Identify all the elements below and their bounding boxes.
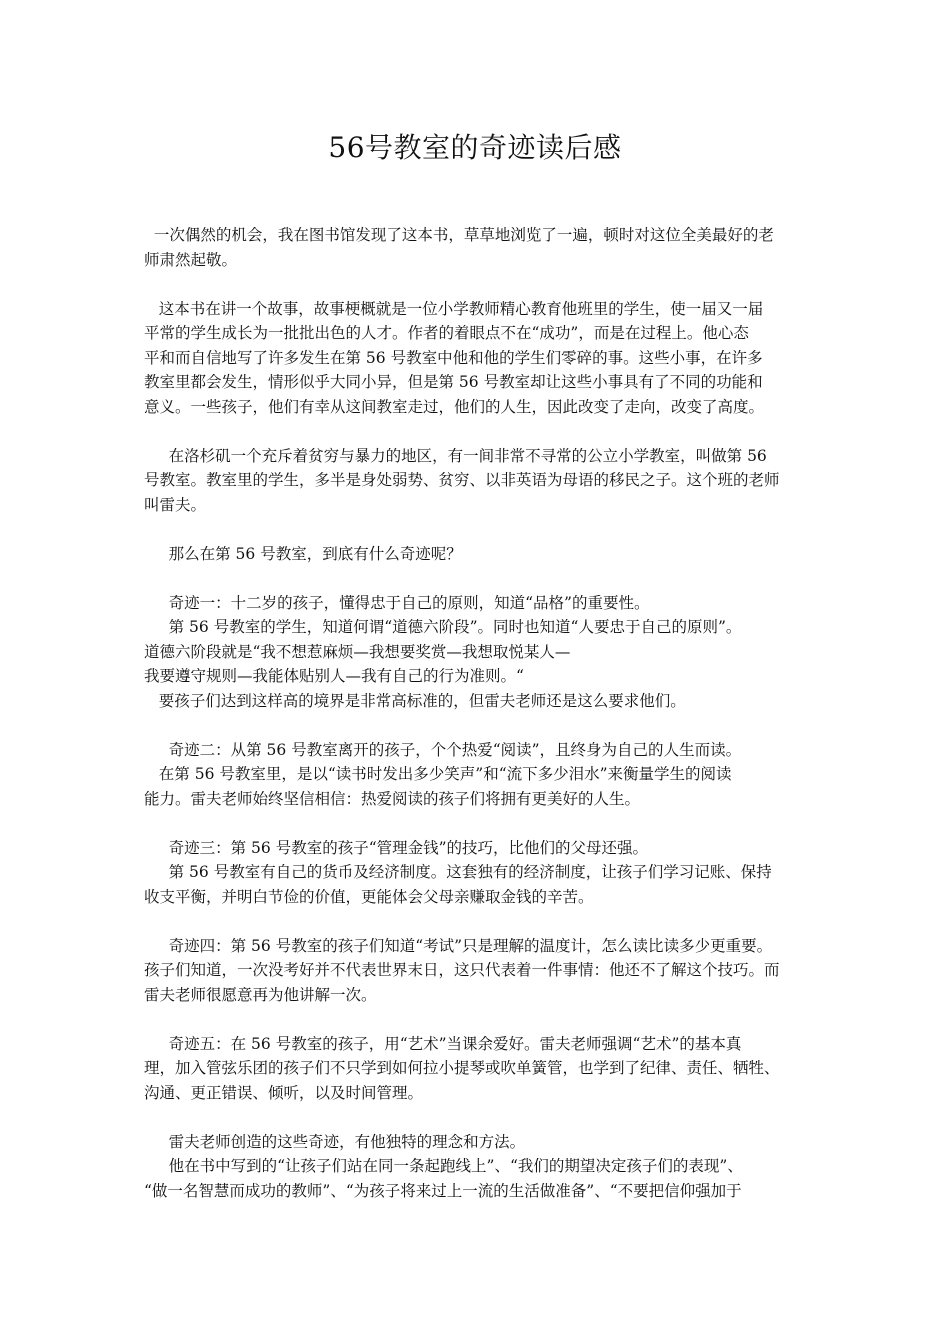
text-line: 意义。一些孩子，他们有幸从这间教室走过，他们的人生，因此改变了走向，改变了高度。 [144,397,765,416]
paragraph [144,1130,812,1204]
text-line: 第 56 号教室的学生，知道何谓“道德六阶段”。同时也知道“人要忠于自己的原则”。 [144,618,742,636]
text-line: “做一名智慧而成功的教师”、“为孩子将来过上一流的生活做准备”、“不要把信仰强加于 [144,1181,742,1200]
text-line: 第 56 号教室有自己的货币及经济制度。这套独有的经济制度，让孩子们学习记账、保持 [144,863,772,881]
text-line: 雷夫老师创造的这些奇迹，有他独特的理念和方法。 [144,1132,526,1151]
text-line: 教室里都会发生，情形似乎大同小异，但是第 56 号教室却让这些小事具有了不同的功能和 [144,373,763,391]
text-line: 他在书中写到的“让孩子们站在同一条起跑线上”、“我们的期望决定孩子们的表现”、 [144,1157,743,1175]
text-line: 孩子们知道，一次没考好并不代表世界末日，这只代表着一件事情：他还不了解这个技巧。而 [144,961,780,979]
text-line: 我要遵守规则—我能体贴别人—我有自己的行为准则。“ [144,667,524,685]
text-line: 收支平衡，并明白节俭的价值，更能体会父母亲赚取金钱的辛苦。 [144,887,594,906]
text-line: 一次偶然的机会，我在图书馆发现了这本书，草草地浏览了一遍，顿时对这位全美最好的老 [144,226,774,244]
paragraph [144,738,812,812]
text-line: 理，加入管弦乐团的孩子们不只学到如何拉小提琴或吹单簧管，也学到了纪律、责任、牺牲、 [144,1059,780,1077]
text-line: 奇迹五：在 56 号教室的孩子，用“艺术”当课余爱好。雷夫老师强调“艺术”的基本真 [144,1034,742,1053]
text-line: 能力。雷夫老师始终坚信相信：热爱阅读的孩子们将拥有更美好的人生。 [144,789,641,808]
text-line: 在洛杉矶一个充斥着贫穷与暴力的地区，有一间非常不寻常的公立小学教室，叫做第 56 [144,446,767,465]
paragraph [144,1032,812,1106]
text-line: 那么在第 56 号教室，到底有什么奇迹呢？ [144,544,462,563]
text-line: 师肃然起敬。 [144,250,238,269]
text-line: 奇迹二：从第 56 号教室离开的孩子，个个热爱“阅读”，且终身为自己的人生而读。 [144,740,742,759]
paragraph [144,444,812,518]
paragraph [144,934,812,1008]
paragraph [144,542,812,567]
text-line: 叫雷夫。 [144,495,207,514]
text-line: 平常的学生成长为一批批出色的人才。作者的着眼点不在“成功”，而是在过程上。他心态 [144,324,749,342]
text-line: 要孩子们达到这样高的境界是非常高标准的，但雷夫老师还是这么要求他们。 [144,691,686,710]
text-line: 奇迹一：十二岁的孩子，懂得忠于自己的原则，知道“品格”的重要性。 [144,593,650,612]
text-line: 号教室。教室里的学生，多半是身处弱势、贫穷、以非英语为母语的移民之子。这个班的老师 [144,471,780,489]
paragraph [144,591,812,714]
document-body [144,223,812,1203]
text-line: 在第 56 号教室里，是以“读书时发出多少笑声”和“流下多少泪水”来衡量学生的阅读 [144,765,732,783]
text-line: 奇迹四：第 56 号教室的孩子们知道“考试”只是理解的温度计，怎么读比读多少更重要。 [144,936,773,955]
document-title: 56号教室的奇迹读后感 [328,131,622,164]
text-line: 平和而自信地写了许多发生在第 56 号教室中他和他的学生们零碎的事。这些小事，在许多 [144,348,763,367]
text-line: 这本书在讲一个故事，故事梗概就是一位小学教师精心教育他班里的学生，使一届又一届 [144,299,764,318]
text-line: 奇迹三：第 56 号教室的孩子“管理金钱”的技巧，比他们的父母还强。 [144,838,649,857]
paragraph [144,836,812,910]
paragraph [144,223,812,272]
text-line: 沟通、更正错误、倾听，以及时间管理。 [144,1083,424,1102]
paragraph [144,297,812,420]
text-line: 道德六阶段就是“我不想惹麻烦—我想要奖赏—我想取悦某人— [144,642,571,661]
text-line: 雷夫老师很愿意再为他讲解一次。 [144,985,377,1004]
